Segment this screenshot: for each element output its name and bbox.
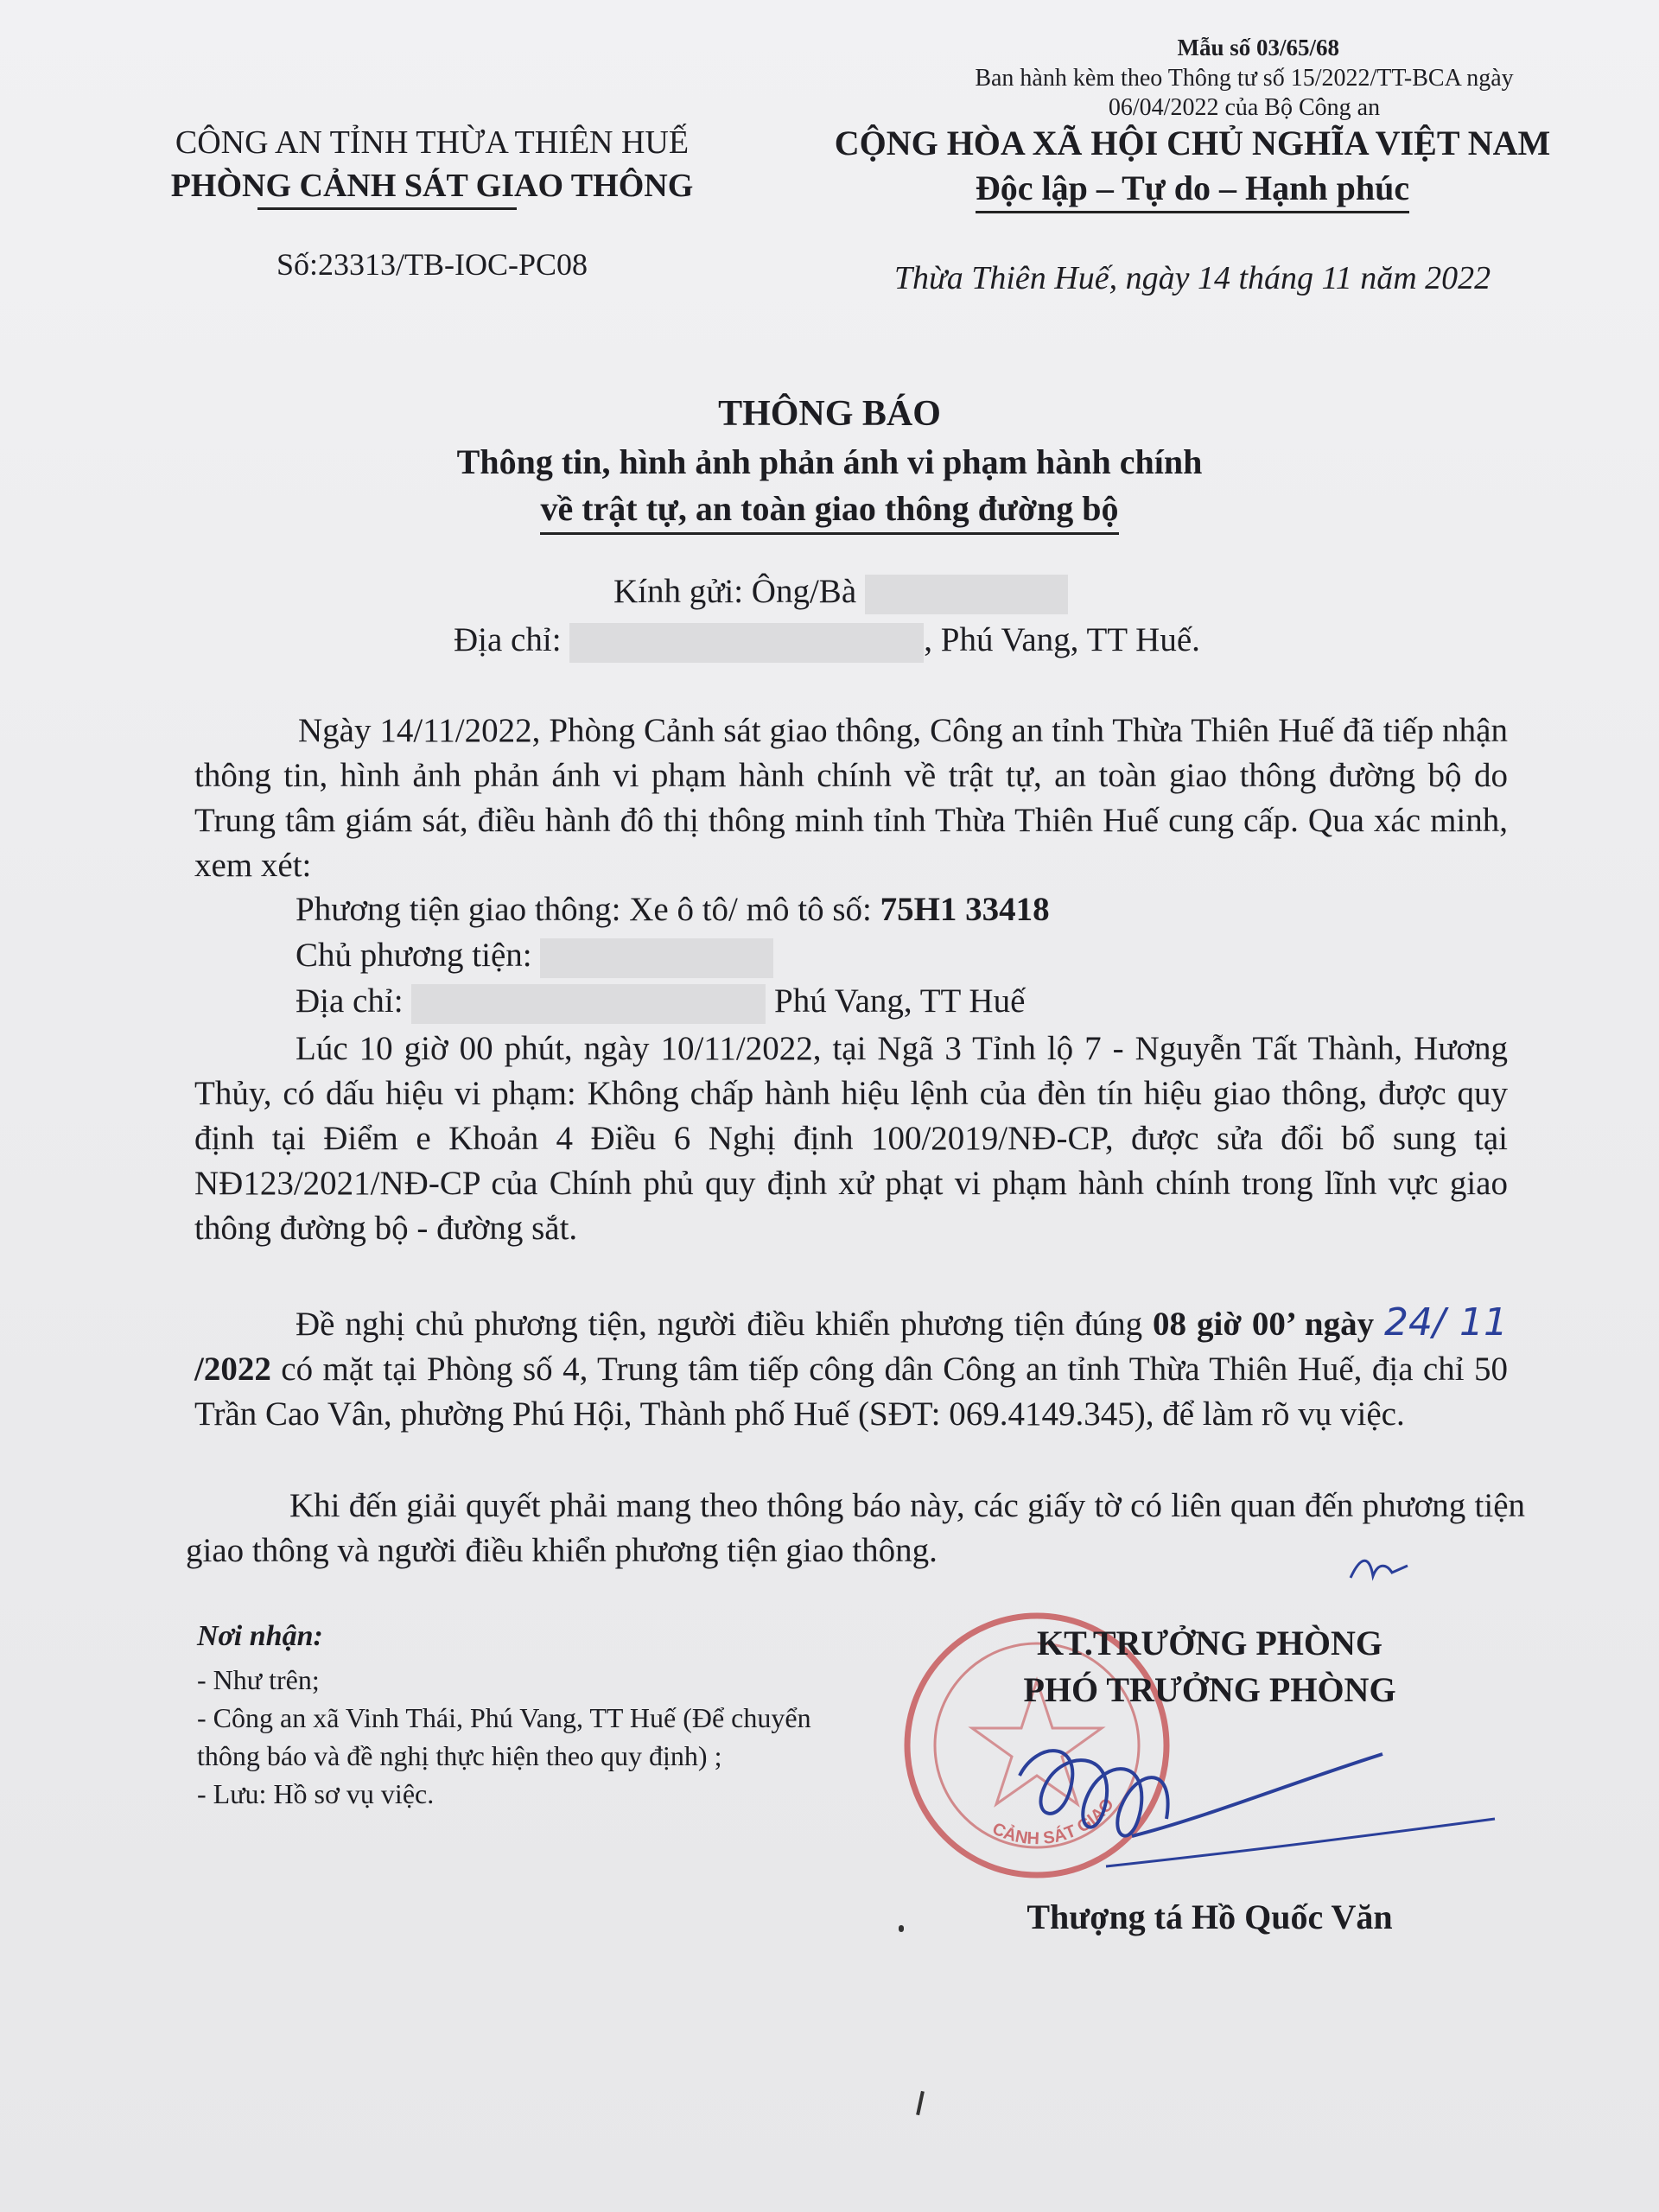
handwritten-date: 24/ 11 <box>1384 1300 1508 1344</box>
redacted-owner-address <box>411 984 766 1024</box>
recipients-list <box>197 1661 828 1813</box>
document-subtitle: Thông tin, hình ảnh phản ánh vi phạm hành chính về trật tự, an toàn giao thông đường bộ <box>0 439 1659 535</box>
owner-address-line: Địa chỉ: Phú Vang, TT Huế <box>296 982 1025 1024</box>
redacted-address <box>569 623 924 663</box>
form-number: Mẫu số 03/65/68 <box>1177 35 1339 60</box>
document-title: THÔNG BÁO <box>718 394 941 434</box>
national-header <box>760 121 1624 213</box>
recipient-item: - Lưu: Hồ sơ vụ việc. <box>197 1778 435 1809</box>
recipient-item: - Như trên; <box>197 1664 320 1695</box>
svg-text:CẢNH SÁT GIAO: CẢNH SÁT GIAO <box>988 1795 1118 1849</box>
place-date: Thừa Thiên Huế, ngày 14 tháng 11 năm 2022 <box>893 260 1491 296</box>
motto: Độc lập – Tự do – Hạnh phúc <box>760 166 1624 213</box>
agency-underline <box>257 207 517 210</box>
issued-by-note: Ban hành kèm theo Thông tư số 15/2022/TT-BCA ngày 06/04/2022 của Bộ Công an <box>975 65 1514 121</box>
signer-name: Thượng tá Hồ Quốc Văn <box>1027 1897 1393 1936</box>
agency-name: PHÒNG CẢNH SÁT GIAO THÔNG <box>170 168 694 204</box>
paragraph-instructions: Khi đến giải quyết phải mang theo thông báo này, các giấy tờ có liên quan đến phương tiện giao thông và người điều khiển phương tiện giao thông. <box>186 1487 1525 1569</box>
document-number: Số:23313/TB-IOC-PC08 <box>276 247 588 282</box>
addressee-address: Địa chỉ: , Phú Vang, TT Huế. <box>454 620 1200 663</box>
paragraph-receipt: Ngày 14/11/2022, Phòng Cảnh sát giao thông, Công an tỉnh Thừa Thiên Huế đã tiếp nhận thông tin, hình ảnh phản ánh vi phạm hành chính về trật tự, an toàn giao thông đường bộ do Trung tâm giám sát, điều hành đô thị thông minh tỉnh Thừa Thiên Huế cung cấp. Qua xác minh, xem xét: <box>194 712 1508 884</box>
recipient-item: - Công an xã Vinh Thái, Phú Vang, TT Huế (Để chuyển thông báo và đề nghị thực hiện theo quy định) ; <box>197 1702 811 1771</box>
paragraph-violation: Lúc 10 giờ 00 phút, ngày 10/11/2022, tại Ngã 3 Tỉnh lộ 7 - Nguyễn Tất Thành, Hương Thủy, có dấu hiệu vi phạm: Không chấp hành hiệu lệnh của đèn tín hiệu giao thông, được quy định tại Điểm e Khoản 4 Điều 6 Nghị định 100/2019/NĐ-CP, được sửa đổi bổ sung tại NĐ123/2021/NĐ-CP của Chính phủ quy định xử phạt vi phạm hành chính trong lĩnh vực giao thông đường bộ - đường sắt. <box>194 1030 1508 1247</box>
redacted-owner <box>540 938 773 978</box>
ink-speck <box>899 1925 904 1932</box>
owner-line: Chủ phương tiện: <box>296 936 773 978</box>
addressee-line: Kính gửi: Ông/Bà <box>613 572 1068 614</box>
agency-parent: CÔNG AN TỈNH THỪA THIÊN HUẾ <box>175 124 690 161</box>
initial-mark <box>1344 1547 1413 1590</box>
paragraph-summons: Đề nghị chủ phương tiện, người điều khiển phương tiện đúng 08 giờ 00’ ngày 24/ 11 /2022 có mặt tại Phòng số 4, Trung tâm tiếp công dân Công an tỉnh Thừa Thiên Huế, địa chỉ 50 Trần Cao Vân, phường Phú Hội, Thành phố Huế (SĐT: 069.4149.345), để làm rõ vụ việc. <box>194 1300 1509 1433</box>
redacted-name <box>865 575 1068 614</box>
handwritten-signature <box>1002 1724 1503 1888</box>
plate-number: 75H1 33418 <box>880 891 1050 928</box>
recipients-title: Nơi nhận: <box>197 1620 323 1652</box>
ink-speck <box>916 2091 925 2115</box>
vehicle-line: Phương tiện giao thông: Xe ô tô/ mô tô số: 75H1 33418 <box>296 891 1050 928</box>
agency-block <box>130 121 734 207</box>
nation-name: CỘNG HÒA XÃ HỘI CHỦ NGHĨA VIỆT NAM <box>834 124 1551 162</box>
signature-heading: KT.TRƯỞNG PHÒNG PHÓ TRƯỞNG PHÒNG <box>1023 1624 1396 1709</box>
